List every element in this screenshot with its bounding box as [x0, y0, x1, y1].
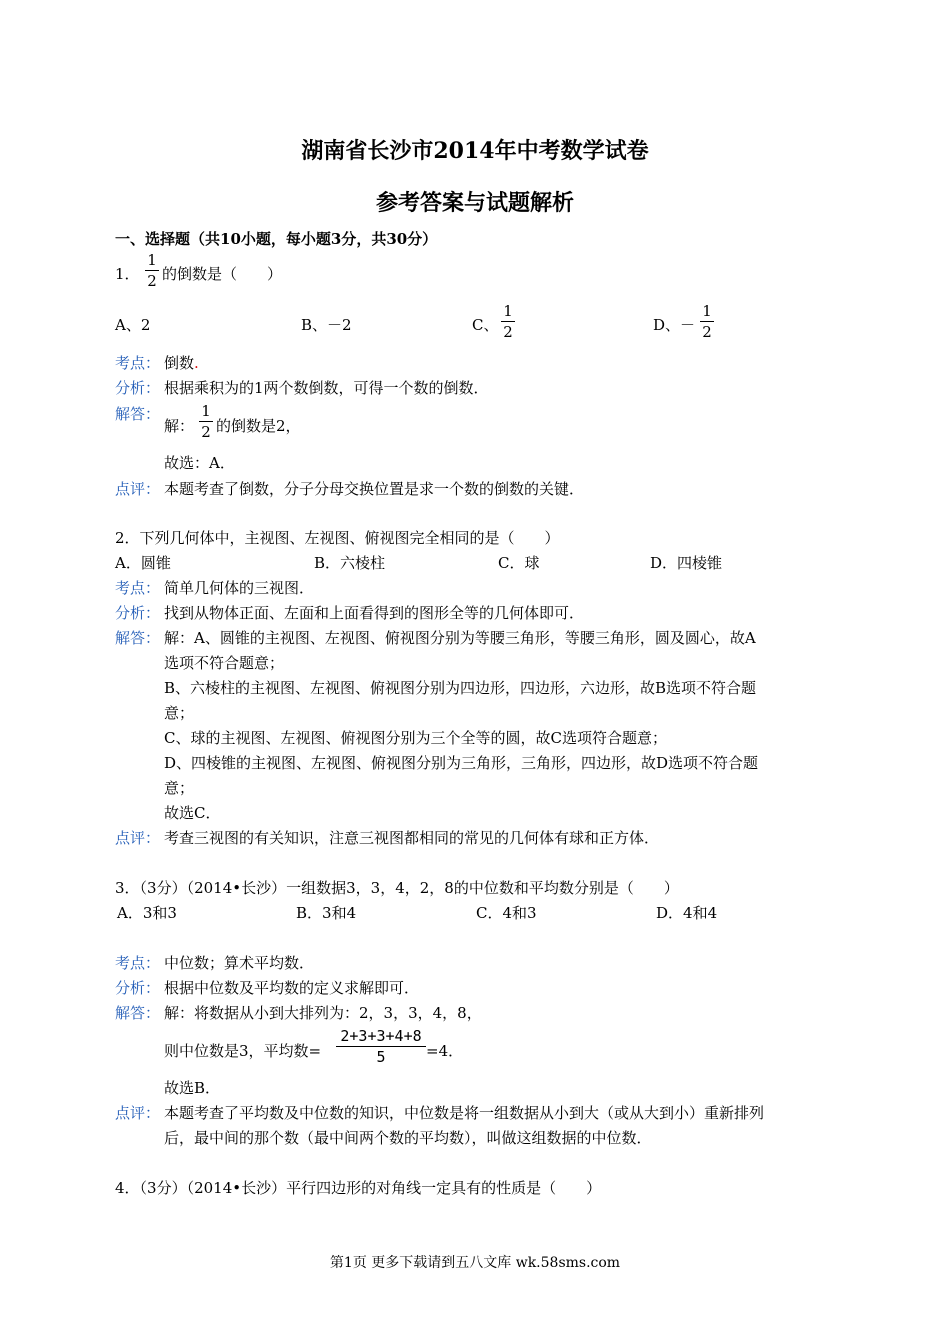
- fraction-numerator: 1: [702, 302, 712, 320]
- question-stem: 的倒数是（ ）: [162, 265, 283, 283]
- question-stem: 2．下列几何体中，主视图、左视图、俯视图完全相同的是（ ）: [115, 529, 560, 547]
- jieda-text: 的倒数是2，: [216, 417, 301, 435]
- fenxi-text: 找到从物体正面、左面和上面看得到的图形全等的几何体即可．: [164, 604, 585, 622]
- kaodian-text: [164, 352, 199, 373]
- option-b: B、－2: [301, 316, 352, 334]
- label-jieda: 解答：: [115, 1004, 161, 1022]
- jieda-prefix: 解：: [164, 417, 195, 435]
- option-b: B．六棱柱: [314, 554, 386, 572]
- label-kaodian: 考点：: [115, 354, 161, 372]
- fraction-bar: [199, 421, 213, 422]
- jieda-line: 选项不符合题意；: [164, 654, 285, 672]
- jieda-line: 意；: [164, 779, 195, 797]
- option-d: D．四棱锥: [650, 554, 723, 572]
- answer-choice: 故选C．: [164, 804, 221, 822]
- dianping-line: 本题考查了平均数及中位数的知识，中位数是将一组数据从小到大（或从大到小）重新排列: [164, 1104, 765, 1122]
- fraction-numerator: 1: [147, 251, 157, 269]
- answer-choice: 故选：A．: [164, 454, 235, 472]
- fraction-bar: [145, 270, 159, 271]
- section-heading: 一、选择题（共10小题，每小题3分，共30分）: [115, 230, 438, 248]
- label-jieda: 解答：: [115, 629, 161, 647]
- fenxi-text: 根据中位数及平均数的定义求解即可．: [164, 979, 420, 997]
- fraction-denominator: 2: [503, 323, 513, 341]
- fraction: [336, 1027, 426, 1066]
- option-a: A．圆锥: [115, 554, 171, 572]
- fraction-bar: [700, 321, 714, 322]
- label-dianping: 点评：: [115, 829, 161, 847]
- label-dianping: 点评：: [115, 480, 161, 498]
- option-c: C．4和3: [476, 904, 537, 922]
- label-jieda: 解答：: [115, 405, 161, 423]
- fraction-denominator: 2: [147, 272, 157, 290]
- fraction-numerator: 1: [201, 402, 211, 420]
- fraction: [145, 251, 159, 290]
- kaodian-value: 倒数: [164, 354, 195, 372]
- option-a: A、2: [115, 316, 151, 334]
- jieda-prefix: 则中位数是3，平均数=: [164, 1042, 322, 1060]
- jieda-line: D、四棱锥的主视图、左视图、俯视图分别为三角形，三角形，四边形，故D选项不符合题: [164, 754, 759, 772]
- fraction: [700, 302, 714, 341]
- document-title: 湖南省长沙市2014年中考数学试卷: [301, 138, 649, 164]
- page-footer: 第1页 更多下载请到五八文库 wk.58sms.com: [329, 1255, 621, 1271]
- option-c: C、: [472, 316, 499, 334]
- label-fenxi: 分析：: [115, 979, 161, 997]
- fraction: [501, 302, 515, 341]
- label-kaodian: 考点：: [115, 954, 161, 972]
- kaodian-dot: .: [194, 354, 199, 372]
- label-dianping: 点评：: [115, 1104, 161, 1122]
- dianping-line: 后，最中间的那个数（最中间两个数的平均数），叫做这组数据的中位数．: [164, 1129, 652, 1147]
- jieda-line: 解：将数据从小到大排列为：2，3，3，4，8，: [164, 1004, 482, 1022]
- fraction-numerator: 1: [503, 302, 513, 320]
- jieda-line: C、球的主视图、左视图、俯视图分别为三个全等的圆，故C选项符合题意；: [164, 729, 667, 747]
- question-4-stem: 4．（3分）（2014•长沙）平行四边形的对角线一定具有的性质是（ ）: [115, 1179, 602, 1197]
- fenxi-text: 根据乘积为的1两个数倒数，可得一个数的倒数．: [164, 379, 489, 397]
- fraction-denominator: 5: [376, 1048, 386, 1066]
- jieda-line: 意；: [164, 704, 195, 722]
- fraction-denominator: 2: [702, 323, 712, 341]
- label-kaodian: 考点：: [115, 579, 161, 597]
- option-c: C．球: [498, 554, 540, 572]
- jieda-line: 解：A、圆锥的主视图、左视图、俯视图分别为等腰三角形，等腰三角形，圆及圆心，故A: [164, 629, 756, 647]
- fraction-bar: [501, 321, 515, 322]
- jieda-suffix: =4．: [426, 1042, 464, 1060]
- question-stem: 3．（3分）（2014•长沙）一组数据3，3，4，2，8的中位数和平均数分别是（ ）: [115, 879, 679, 897]
- fraction-bar: [336, 1046, 426, 1047]
- kaodian-text: 中位数；算术平均数．: [164, 954, 315, 972]
- option-a: A．3和3: [117, 904, 177, 922]
- answer-choice: 故选B．: [164, 1079, 221, 1097]
- jieda-line: B、六棱柱的主视图、左视图、俯视图分别为四边形，四边形，六边形，故B选项不符合题: [164, 679, 757, 697]
- document-subtitle: 参考答案与试题解析: [375, 190, 574, 216]
- option-d: D、－: [653, 316, 696, 334]
- label-fenxi: 分析：: [115, 379, 161, 397]
- option-b: B．3和4: [296, 904, 357, 922]
- fraction-numerator: 2+3+3+4+8: [340, 1027, 422, 1045]
- question-number: 1．: [115, 265, 140, 283]
- dianping-text: 考查三视图的有关知识，注意三视图都相同的常见的几何体有球和正方体．: [164, 829, 660, 847]
- label-fenxi: 分析：: [115, 604, 161, 622]
- dianping-text: 本题考查了倒数，分子分母交换位置是求一个数的倒数的关键．: [164, 480, 585, 498]
- option-d: D．4和4: [656, 904, 718, 922]
- kaodian-text: 简单几何体的三视图．: [164, 579, 315, 597]
- fraction: [199, 402, 213, 441]
- fraction-denominator: 2: [201, 423, 211, 441]
